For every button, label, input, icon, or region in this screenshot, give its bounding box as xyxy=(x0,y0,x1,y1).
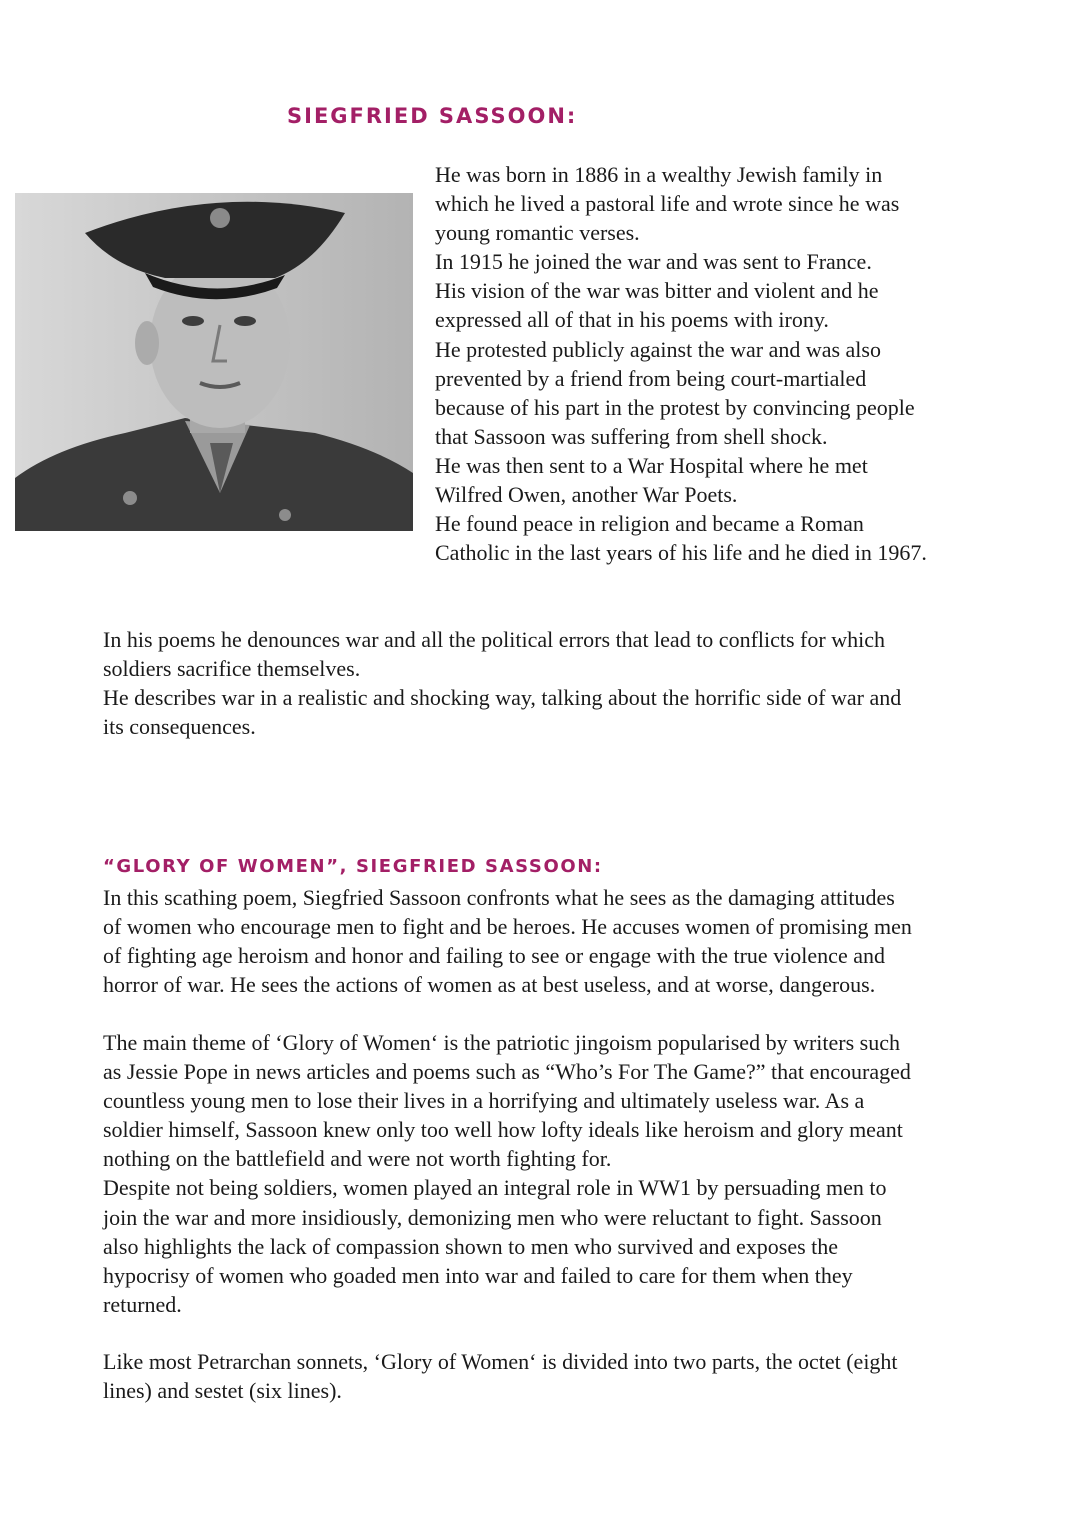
collar-badge-left xyxy=(123,491,137,505)
bio-line: He was then sent to a War Hospital where he met xyxy=(435,452,868,478)
bio-line: that Sassoon was suffering from shell shock. xyxy=(435,423,828,449)
eye-right xyxy=(234,316,256,326)
bio-line: Wilfred Owen, another War Poets. xyxy=(435,482,738,508)
summary-line: its consequences. xyxy=(103,714,256,740)
structure-line: lines) and sestet (six lines). xyxy=(103,1378,342,1404)
bio-line: He was born in 1886 in a wealthy Jewish family in xyxy=(435,162,883,187)
theme-line: countless young men to lose their lives in a horrifying and ultimately useless war. As a xyxy=(103,1088,865,1114)
theme-line: hypocrisy of women who goaded men into war and failed to care for them when they xyxy=(103,1262,853,1288)
bio-line: which he lived a pastoral life and wrote since he was xyxy=(435,191,900,217)
structure-paragraph xyxy=(103,1347,983,1405)
theme-line: nothing on the battlefield and were not worth fighting for. xyxy=(103,1146,612,1172)
bio-line: prevented by a friend from being court-martialed xyxy=(435,365,867,391)
bio-line: In 1915 he joined the war and was sent to France. xyxy=(435,249,872,275)
poetry-summary-paragraph xyxy=(103,625,983,741)
theme-line: The main theme of ‘Glory of Women‘ is the patriotic jingoism popularised by writers such xyxy=(103,1030,900,1055)
poem-intro-paragraph xyxy=(103,883,983,999)
collar-badge-right xyxy=(279,509,291,521)
theme-line: Despite not being soldiers, women played an integral role in WW1 by persuading men to xyxy=(103,1175,887,1201)
bio-line: young romantic verses. xyxy=(435,220,640,246)
poem-intro-line: of fighting age heroism and honor and failing to see or engage with the true violence and xyxy=(103,943,885,969)
bio-line: Catholic in the last years of his life and he died in 1967. xyxy=(435,540,927,566)
poem-intro-line: In this scathing poem, Siegfried Sassoon confronts what he sees as the damaging attitudes xyxy=(103,885,895,910)
summary-line: In his poems he denounces war and all the political errors that lead to conflicts for which xyxy=(103,627,885,652)
eye-left xyxy=(182,316,204,326)
poem-intro-line: of women who encourage men to fight and be heroes. He accuses women of promising men xyxy=(103,914,912,940)
theme-paragraph xyxy=(103,1028,983,1319)
theme-line: also highlights the lack of compassion shown to men who survived and exposes the xyxy=(103,1233,839,1259)
structure-line: Like most Petrarchan sonnets, ‘Glory of Women‘ is divided into two parts, the octet (eight xyxy=(103,1349,898,1374)
portrait-photo xyxy=(15,193,413,531)
bio-line: He protested publicly against the war and was also xyxy=(435,336,881,362)
poem-intro-line: horror of war. He sees the actions of women as at best useless, and at worse, dangerous. xyxy=(103,972,876,998)
theme-line: returned. xyxy=(103,1291,182,1317)
page-title: SIEGFRIED SASSOON: xyxy=(287,104,578,128)
bio-line: He found peace in religion and became a Roman xyxy=(435,511,864,537)
cap-badge xyxy=(210,208,230,228)
bio-line: because of his part in the protest by convincing people xyxy=(435,394,915,420)
theme-line: join the war and more insidiously, demonizing men who were reluctant to fight. Sassoon xyxy=(103,1204,882,1230)
ear-left xyxy=(135,321,159,365)
bio-line: expressed all of that in his poems with irony. xyxy=(435,307,829,333)
portrait-illustration xyxy=(15,193,413,531)
summary-line: He describes war in a realistic and shocking way, talking about the horrific side of war and xyxy=(103,685,902,711)
summary-line: soldiers sacrifice themselves. xyxy=(103,656,361,682)
poem-section-heading: “GLORY OF WOMEN”, SIEGFRIED SASSOON: xyxy=(103,856,603,877)
bio-line: His vision of the war was bitter and violent and he xyxy=(435,278,879,304)
biography-paragraph xyxy=(435,160,975,567)
theme-line: as Jessie Pope in news articles and poems such as “Who’s For The Game?” that encouraged xyxy=(103,1059,911,1085)
theme-line: soldier himself, Sassoon knew only too well how lofty ideals like heroism and glory meant xyxy=(103,1117,903,1143)
